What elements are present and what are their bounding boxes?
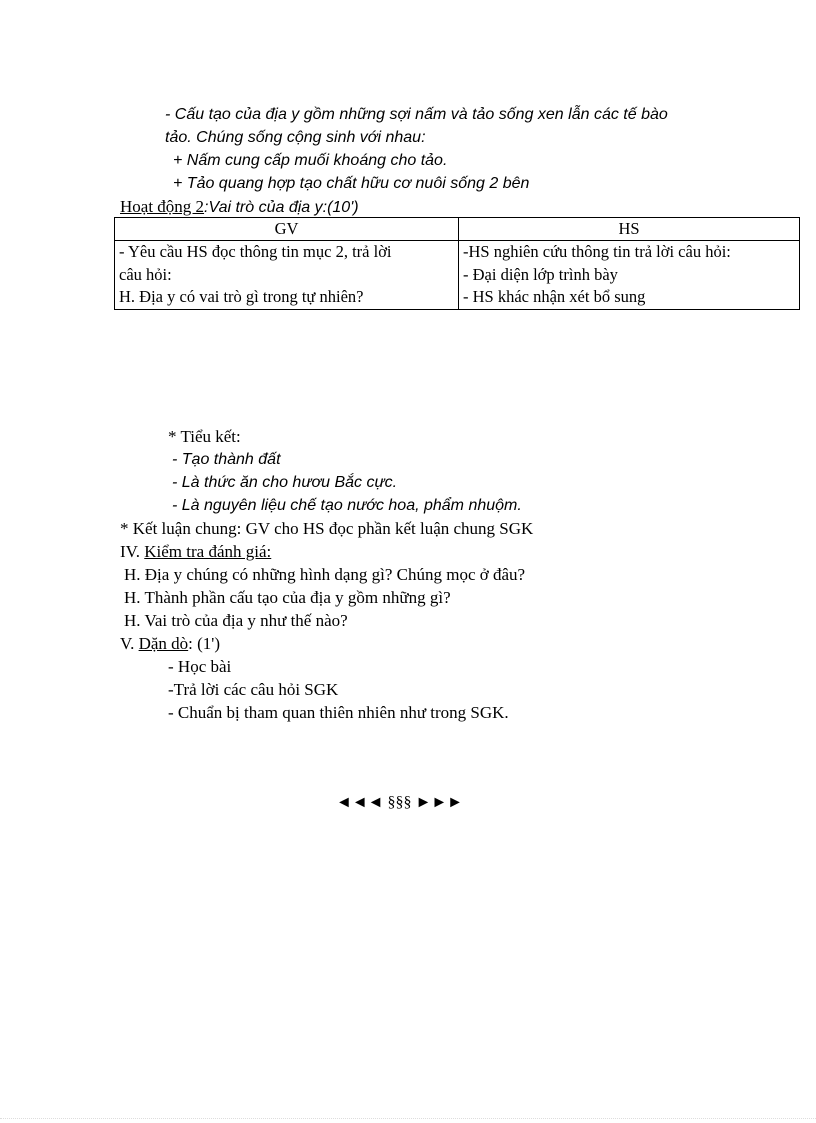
section-divider: ◄◄◄ §§§ ►►► xyxy=(336,794,464,811)
general-conclusion: * Kết luận chung: GV cho HS đọc phần kết luận chung SGK xyxy=(120,519,534,538)
activity2-title: :Vai trò của địa y:(10') xyxy=(204,199,359,216)
table-row xyxy=(115,241,800,310)
homework-title: Dặn dò xyxy=(138,634,189,653)
gv-line-2: câu hỏi: xyxy=(119,264,172,284)
gv-column-header: GV xyxy=(115,218,459,241)
summary-item-1: - Tạo thành đất xyxy=(172,451,281,468)
homework-heading xyxy=(120,633,220,655)
assessment-heading xyxy=(120,541,271,563)
activity2-label: Hoạt động 2 xyxy=(120,197,205,216)
intro-line-4: + Tảo quang hợp tạo chất hữu cơ nuôi sống 2 bên xyxy=(173,175,530,192)
homework-item-3: - Chuẩn bị tham quan thiên nhiên như trong SGK. xyxy=(168,703,509,722)
intro-line-2: tảo. Chúng sống cộng sinh với nhau: xyxy=(165,129,426,146)
summary-heading: * Tiểu kết: xyxy=(168,427,241,446)
summary-item-2: - Là thức ăn cho hươu Bắc cực. xyxy=(172,474,398,491)
assessment-question-3: H. Vai trò của địa y như thế nào? xyxy=(124,611,348,630)
assessment-question-2: H. Thành phần cấu tạo của địa y gồm những gì? xyxy=(124,588,451,607)
hs-line-1: -HS nghiên cứu thông tin trả lời câu hỏi: xyxy=(463,242,731,261)
hs-line-3: - HS khác nhận xét bổ sung xyxy=(463,287,646,306)
homework-number: V. xyxy=(120,634,135,653)
intro-line-1: - Cấu tạo của địa y gồm những sợi nấm và tảo sống xen lẫn các tế bào xyxy=(165,106,668,123)
assessment-question-1: H. Địa y chúng có những hình dạng gì? Chúng mọc ở đâu? xyxy=(124,565,526,584)
hs-column-header: HS xyxy=(459,218,800,241)
gv-cell xyxy=(115,241,459,310)
hs-line-2: - Đại diện lớp trình bày xyxy=(463,264,618,284)
assessment-number: IV. xyxy=(120,542,140,561)
homework-item-2: -Trả lời các câu hỏi SGK xyxy=(168,680,339,699)
activity2-heading xyxy=(120,196,359,219)
summary-item-3: - Là nguyên liệu chế tạo nước hoa, phẩm nhuộm. xyxy=(172,497,522,514)
assessment-title: Kiểm tra đánh giá: xyxy=(144,542,272,561)
gv-line-1: - Yêu cầu HS đọc thông tin mục 2, trả lời xyxy=(119,242,392,261)
gv-line-3: H. Địa y có vai trò gì trong tự nhiên? xyxy=(119,287,364,306)
hs-cell xyxy=(459,241,800,310)
table-header-row xyxy=(115,218,800,241)
intro-line-3: + Nấm cung cấp muối khoáng cho tảo. xyxy=(173,152,448,169)
homework-item-1: - Học bài xyxy=(168,657,232,676)
homework-time: : (1') xyxy=(188,634,221,653)
activity2-table xyxy=(114,217,800,310)
page-bottom-rule xyxy=(0,1118,816,1119)
